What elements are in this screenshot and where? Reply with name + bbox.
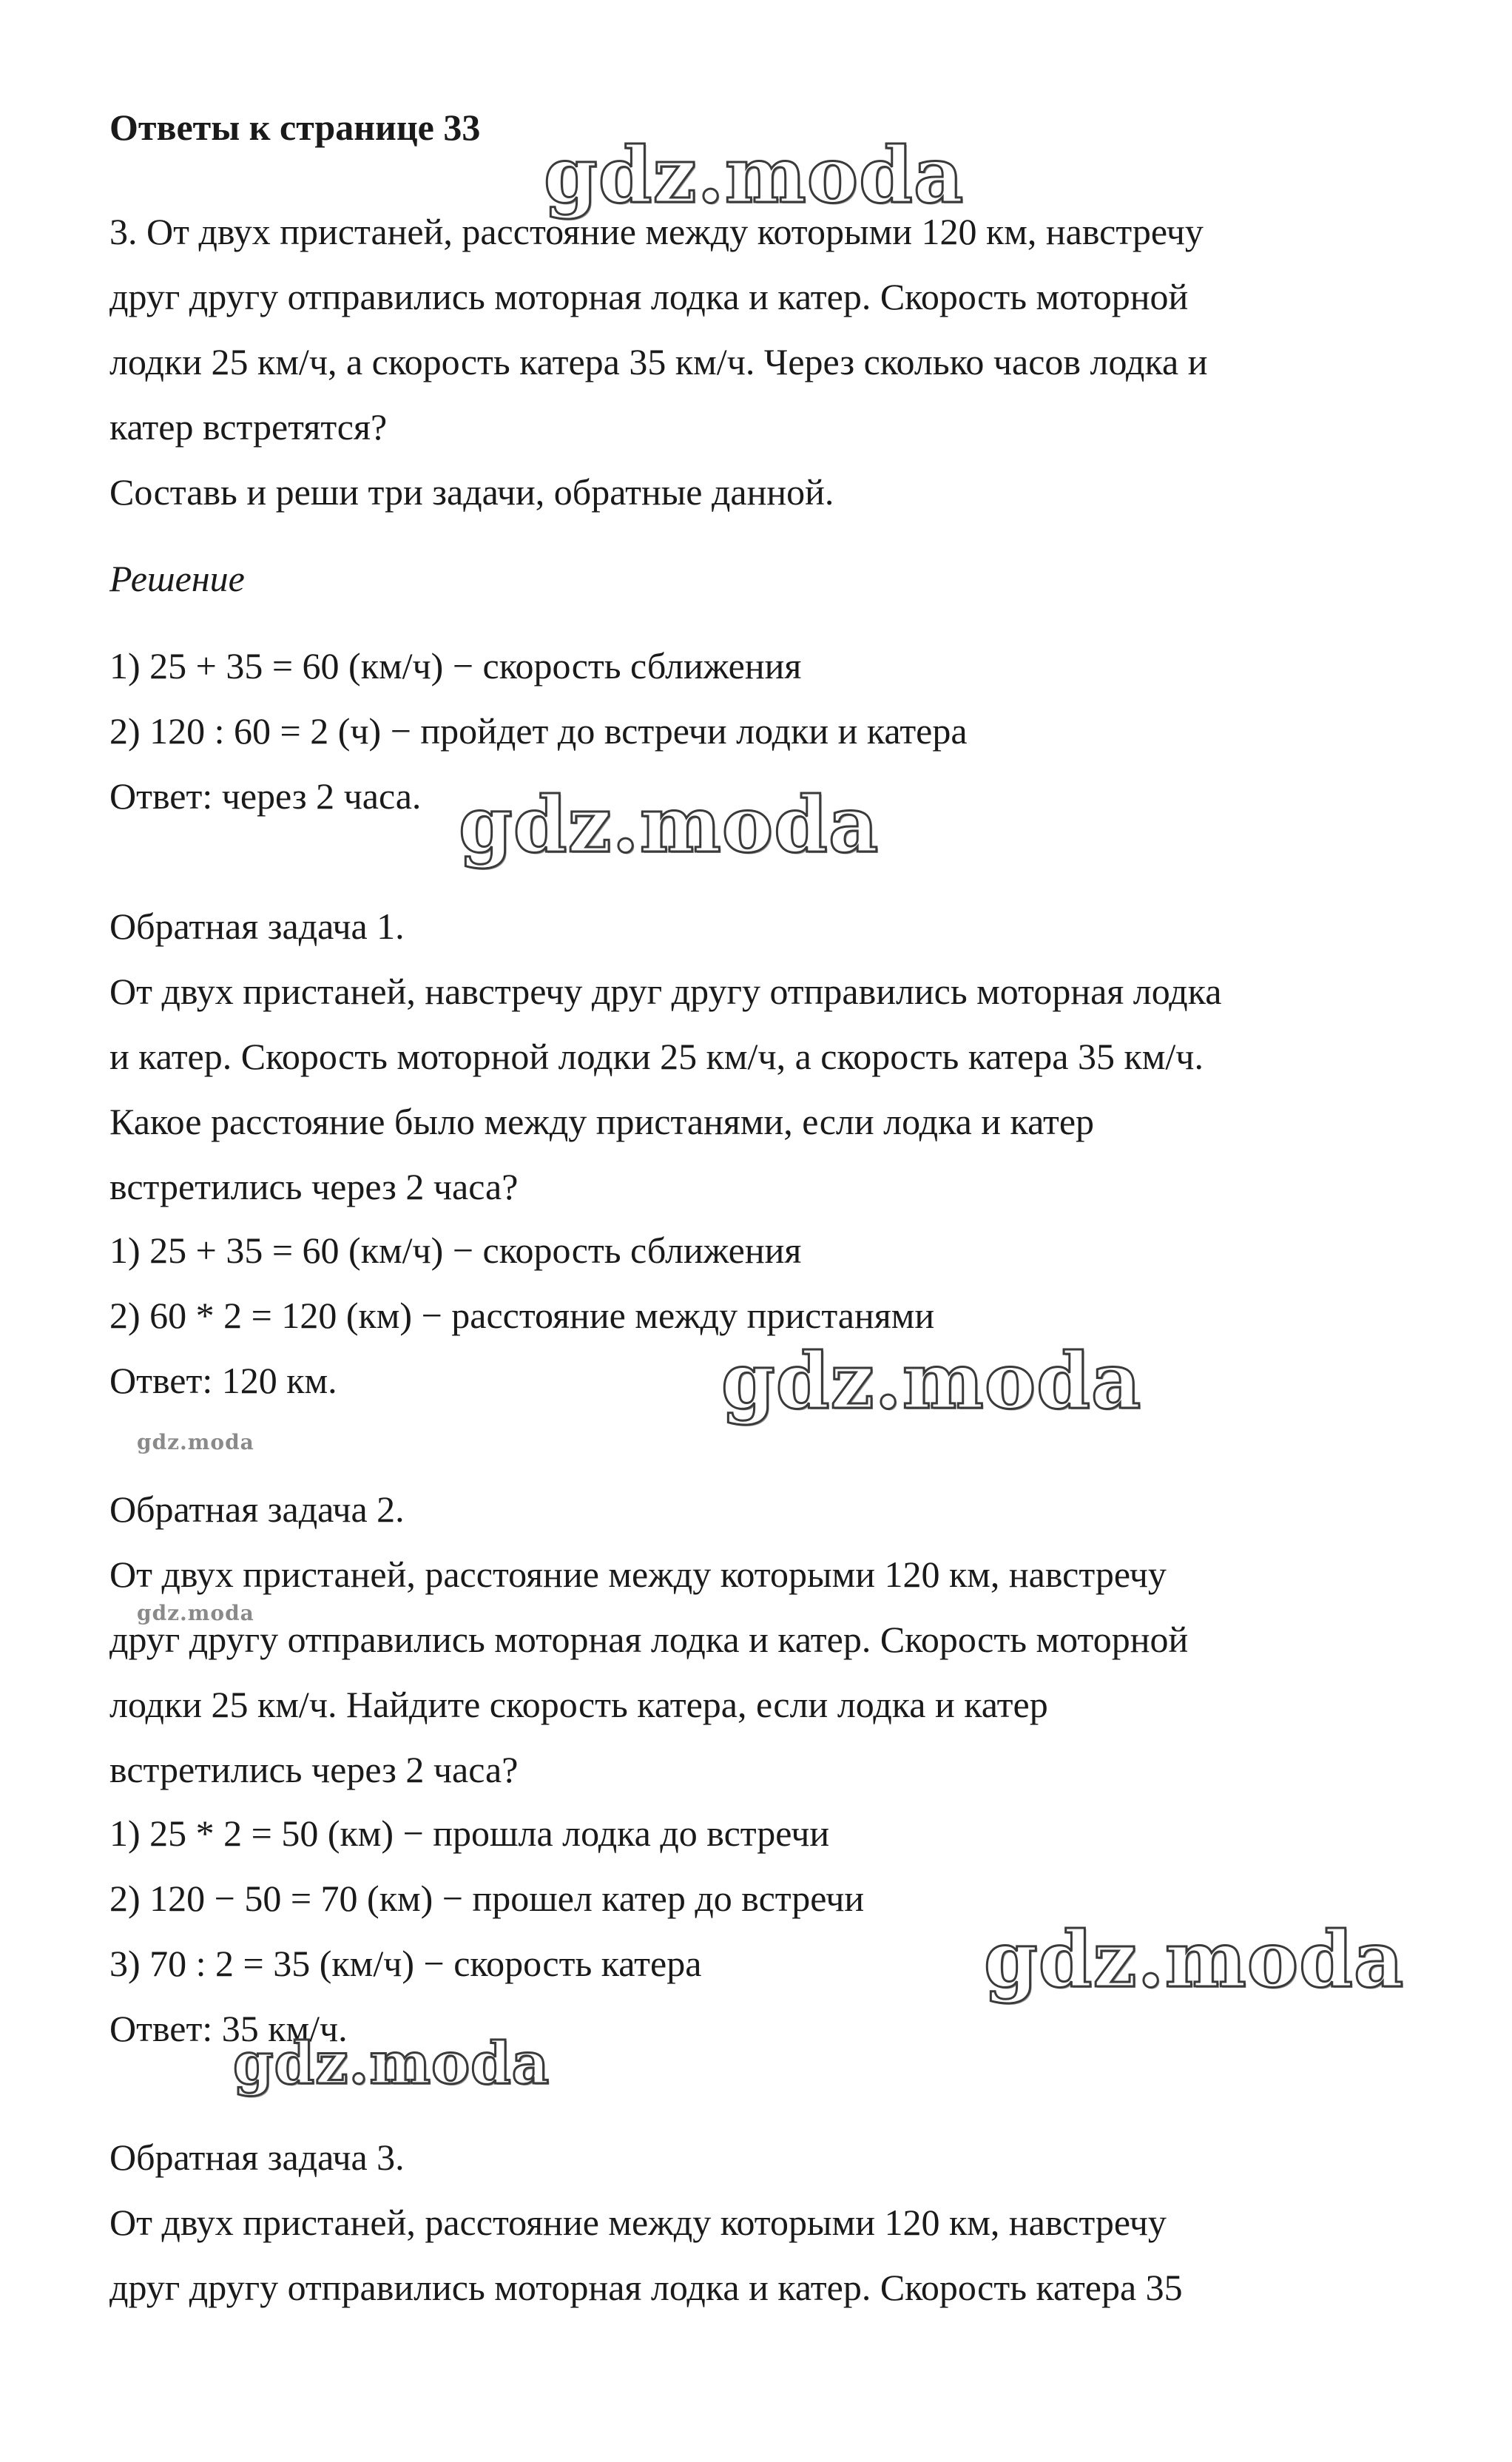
inverse-task-line: От двух пристаней, расстояние между которыми 120 км, навстречу (109, 1554, 1167, 1595)
inverse-task-line: друг другу отправились моторная лодка и катер. Скорость катера 35 (109, 2267, 1183, 2308)
inverse-task-line: лодки 25 км/ч. Найдите скорость катера, если лодка и катер (109, 1684, 1048, 1725)
watermark: gdz.moda (721, 1335, 1142, 1426)
answer-line: Ответ: 120 км. (109, 1360, 337, 1401)
problem-line: катер встретятся? (109, 406, 388, 448)
answer-line: Ответ: 35 км/ч. (109, 2008, 348, 2049)
solution-step: 3) 70 : 2 = 35 (км/ч) − скорость катера (109, 1943, 702, 1984)
inverse-task-line: друг другу отправились моторная лодка и катер. Скорость моторной (109, 1619, 1189, 1660)
inverse-task-line: От двух пристаней, расстояние между которыми 120 км, навстречу (109, 2202, 1167, 2243)
solution-step: 2) 120 − 50 = 70 (км) − прошел катер до встречи (109, 1878, 865, 1919)
inverse-task-line: встретились через 2 часа? (109, 1166, 519, 1207)
watermark: gdz.moda (459, 779, 880, 870)
inverse-task-heading: Обратная задача 1. (109, 905, 405, 947)
watermark-small: gdz.moda (137, 1430, 254, 1454)
inverse-task-heading: Обратная задача 3. (109, 2136, 405, 2178)
problem-line: друг другу отправились моторная лодка и катер. Скорость моторной (109, 276, 1189, 317)
problem-line: 3. От двух пристаней, расстояние между которыми 120 км, навстречу (109, 211, 1204, 252)
answer-line: Ответ: через 2 часа. (109, 775, 422, 817)
inverse-task-heading: Обратная задача 2. (109, 1488, 405, 1530)
solution-step: 1) 25 * 2 = 50 (км) − прошла лодка до встречи (109, 1812, 830, 1854)
solution-step: 1) 25 + 35 = 60 (км/ч) − скорость сближения (109, 645, 802, 687)
solution-heading: Решение (109, 558, 245, 599)
watermark: gdz.moda (233, 2030, 550, 2097)
inverse-task-line: и катер. Скорость моторной лодки 25 км/ч, а скорость катера 35 км/ч. (109, 1036, 1204, 1077)
problem-task-line: Составь и реши три задачи, обратные данной. (109, 471, 834, 513)
watermark: gdz.moda (984, 1914, 1405, 2005)
inverse-task-line: встретились через 2 часа? (109, 1749, 519, 1790)
page-title: Ответы к странице 33 (109, 107, 481, 148)
inverse-task-line: От двух пристаней, навстречу друг другу отправились моторная лодка (109, 971, 1222, 1012)
solution-step: 2) 60 * 2 = 120 (км) − расстояние между пристанями (109, 1295, 935, 1336)
solution-step: 2) 120 : 60 = 2 (ч) − пройдет до встречи лодки и катера (109, 710, 968, 752)
watermark-small: gdz.moda (137, 1601, 254, 1625)
solution-step: 1) 25 + 35 = 60 (км/ч) − скорость сближения (109, 1230, 802, 1271)
watermark: gdz.moda (544, 129, 965, 220)
inverse-task-line: Какое расстояние было между пристанями, если лодка и катер (109, 1101, 1095, 1142)
problem-line: лодки 25 км/ч, а скорость катера 35 км/ч. Через сколько часов лодка и (109, 341, 1208, 382)
